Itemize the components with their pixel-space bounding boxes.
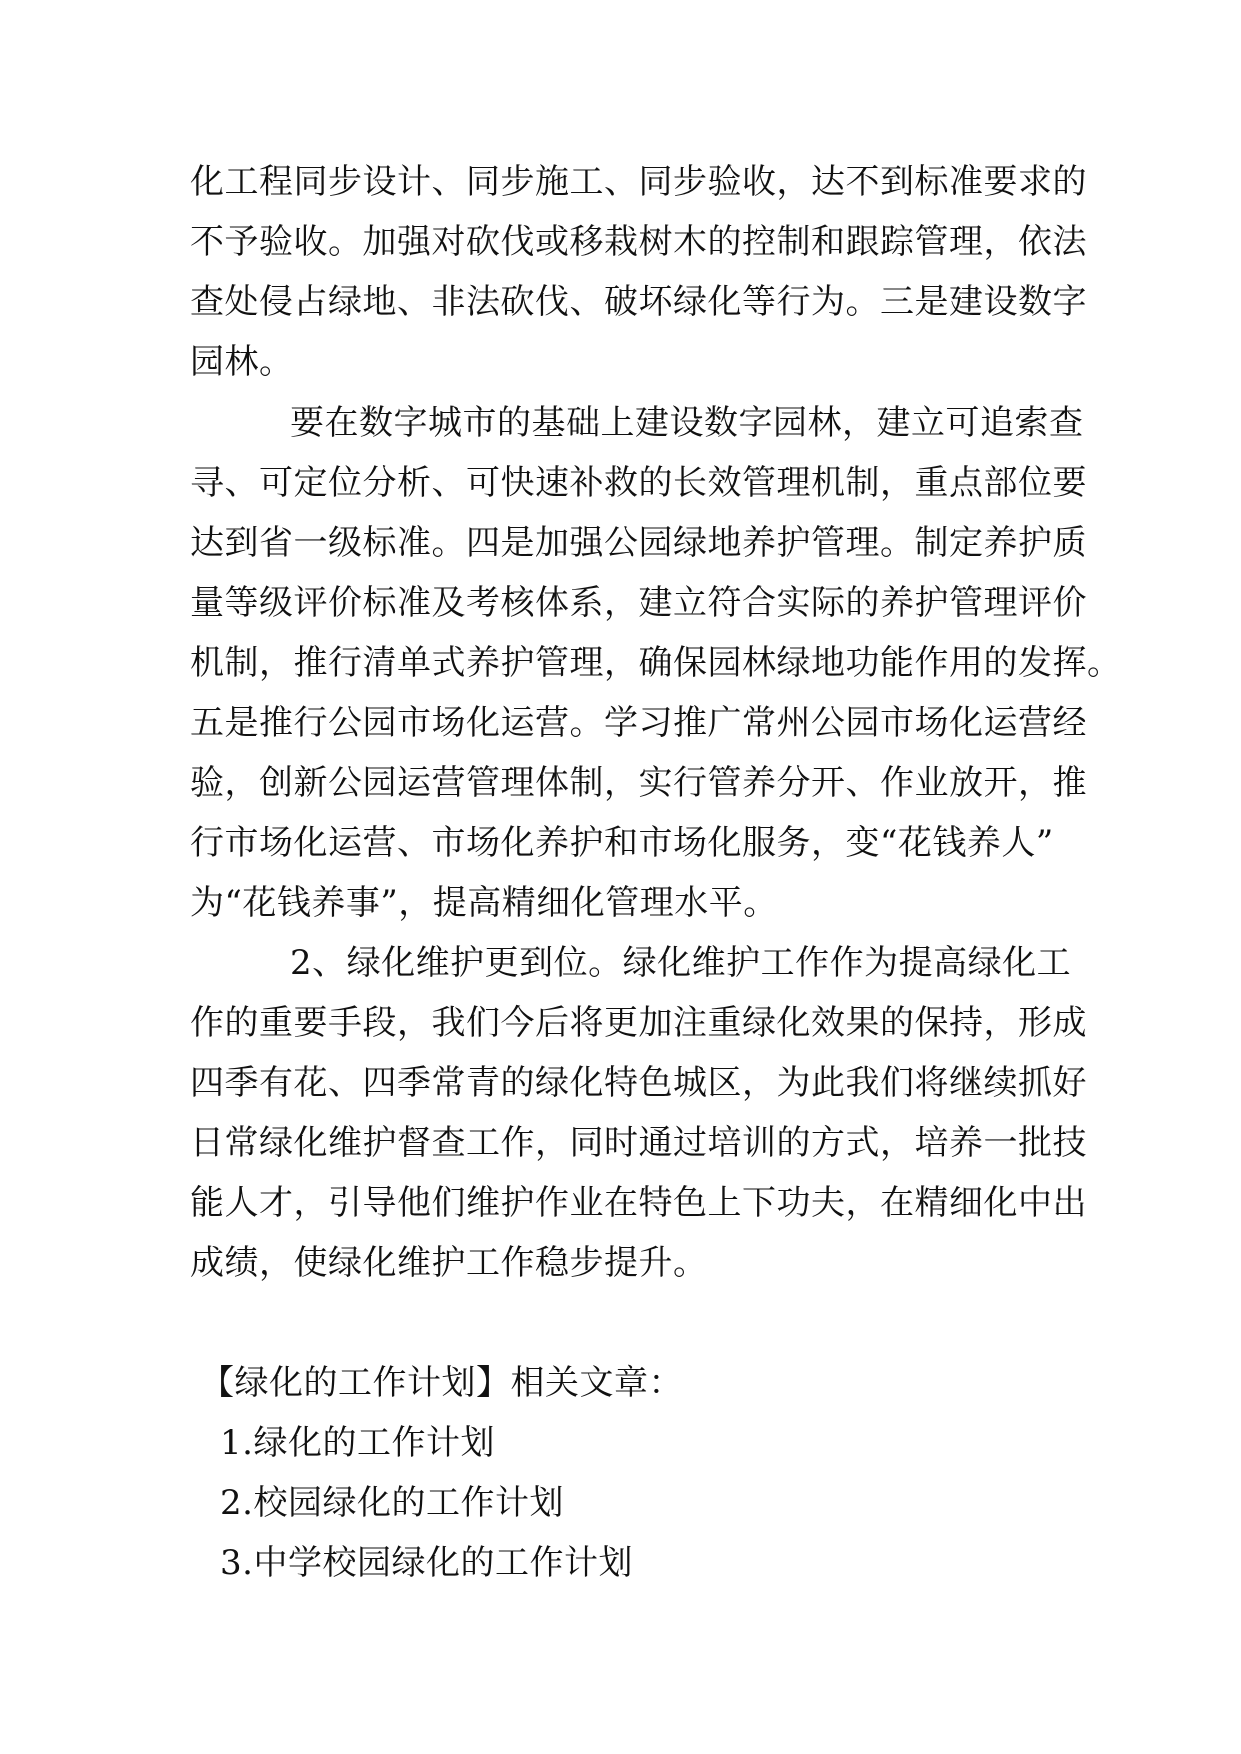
body-line: 要在数字城市的基础上建设数字园林，建立可追索查 (290, 403, 1084, 443)
body-line: 行市场化运营、市场化养护和市场化服务，变“花钱养人” (190, 823, 1054, 863)
related-articles-heading: 【绿化的工作计划】相关文章： (200, 1363, 683, 1403)
body-line: 不予验收。加强对砍伐或移栽树木的控制和跟踪管理，依法 (190, 222, 1087, 262)
body-line: 成绩，使绿化维护工作稳步提升。 (190, 1243, 708, 1283)
body-line: 四季有花、四季常青的绿化特色城区，为此我们将继续抓好 (190, 1063, 1087, 1103)
body-line: 查处侵占绿地、非法砍伐、破坏绿化等行为。三是建设数字 (190, 282, 1087, 322)
body-line: 机制，推行清单式养护管理，确保园林绿地功能作用的发挥。 (190, 643, 1122, 683)
body-line: 日常绿化维护督查工作，同时通过培训的方式，培养一批技 (190, 1123, 1087, 1163)
body-line: 验，创新公园运营管理体制，实行管养分开、作业放开，推 (190, 763, 1087, 803)
body-line: 量等级评价标准及考核体系，建立符合实际的养护管理评价 (190, 583, 1087, 623)
related-article-link[interactable]: 1.绿化的工作计划 (220, 1423, 495, 1463)
related-article-link[interactable]: 3.中学校园绿化的工作计划 (220, 1543, 633, 1583)
body-line: 作的重要手段，我们今后将更加注重绿化效果的保持，形成 (190, 1003, 1087, 1043)
body-line: 园林。 (190, 342, 294, 382)
body-line: 能人才，引导他们维护作业在特色上下功夫，在精细化中出 (190, 1183, 1087, 1223)
related-article-link[interactable]: 2.校园绿化的工作计划 (220, 1483, 564, 1523)
body-line: 五是推行公园市场化运营。学习推广常州公园市场化运营经 (190, 703, 1087, 743)
body-line: 化工程同步设计、同步施工、同步验收，达不到标准要求的 (190, 162, 1087, 202)
body-line: 寻、可定位分析、可快速补救的长效管理机制，重点部位要 (190, 463, 1087, 503)
body-line: 达到省一级标准。四是加强公园绿地养护管理。制定养护质 (190, 523, 1087, 563)
body-line: 2、绿化维护更到位。绿化维护工作作为提高绿化工 (290, 943, 1072, 983)
body-line: 为“花钱养事”，提高精细化管理水平。 (190, 883, 778, 923)
